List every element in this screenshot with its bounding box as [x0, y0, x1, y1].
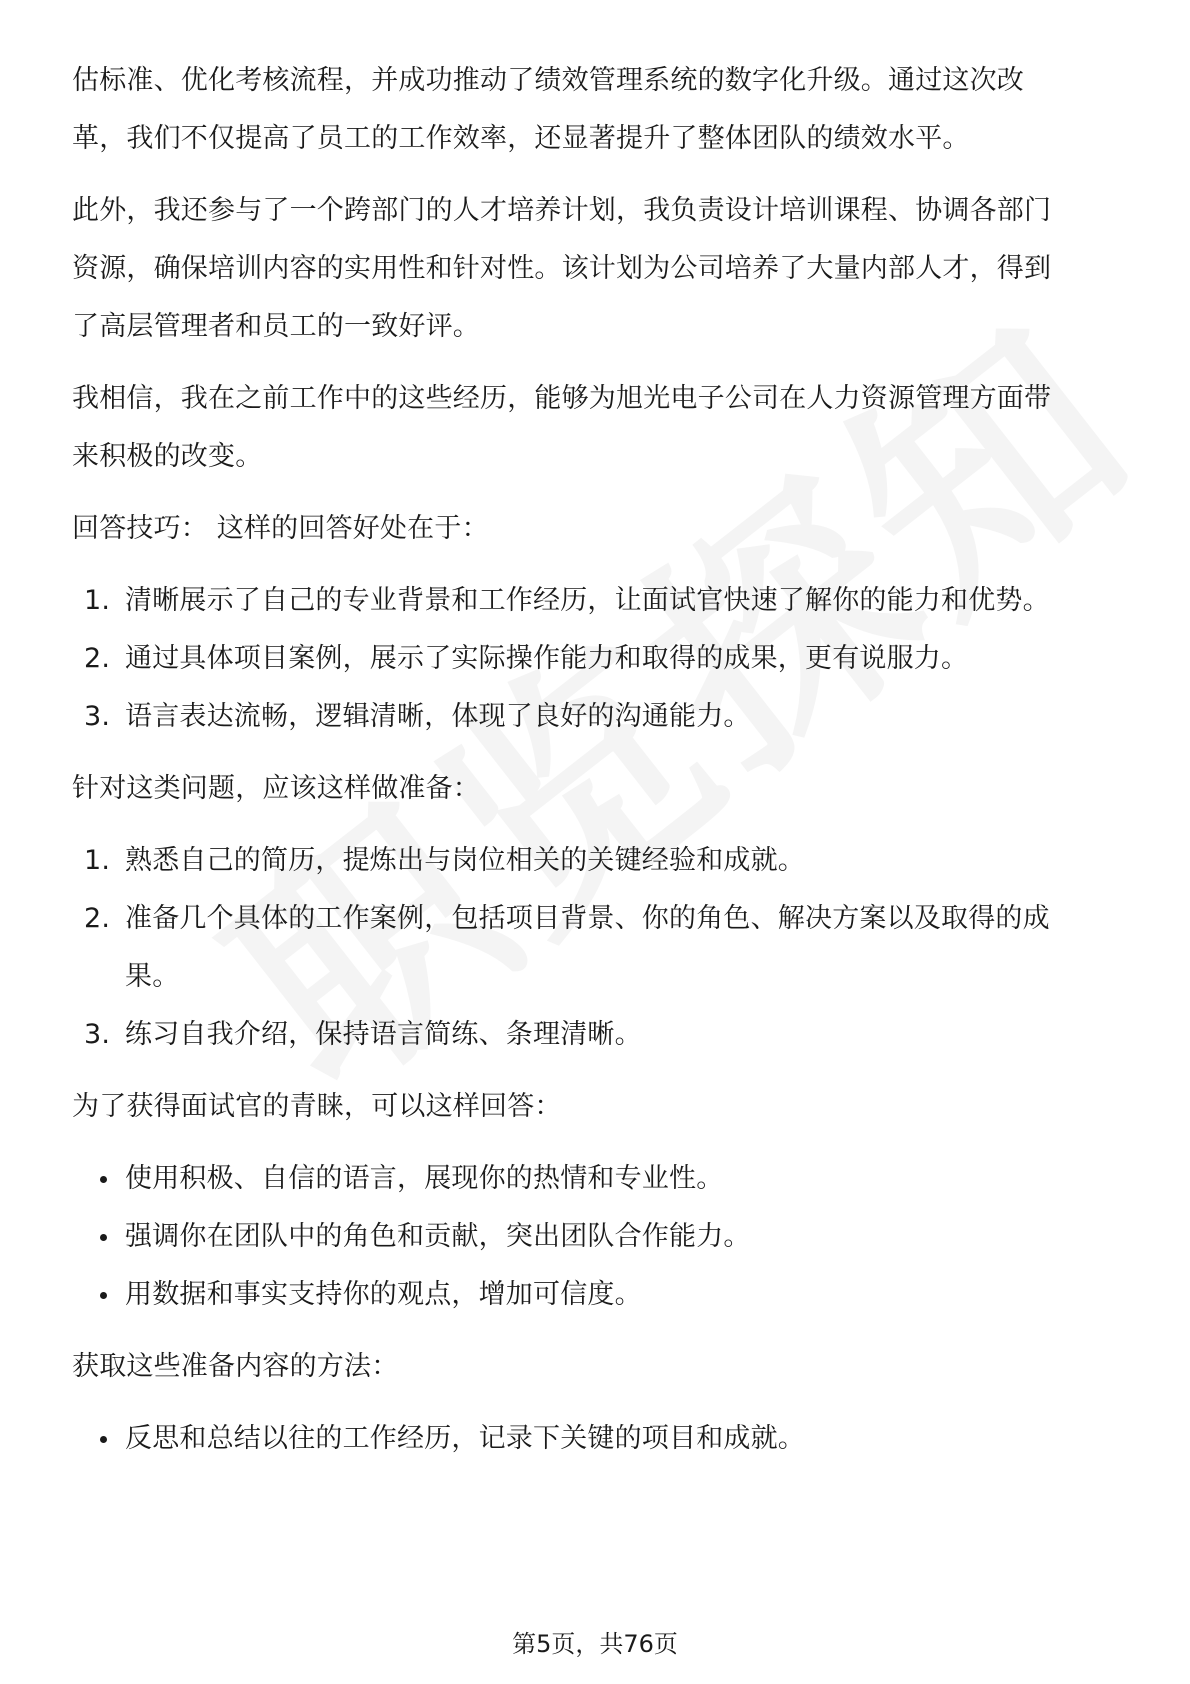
list-item-text: 练习自我介绍，保持语言简练、条理清晰。 — [125, 1019, 642, 1050]
list-item-text: 通过具体项目案例，展示了实际操作能力和取得的成果，更有说服力。 — [125, 643, 969, 674]
list-item — [72, 1006, 1122, 1064]
list-item-text: 清晰展示了自己的专业背景和工作经历，让面试官快速了解你的能力和优势。 — [125, 585, 1050, 616]
paragraph-training-plan — [72, 182, 1122, 356]
list-item — [72, 630, 1122, 688]
bullet-icon — [100, 1234, 107, 1241]
methods-heading: 获取这些准备内容的方法： — [72, 1351, 399, 1382]
bullet-icon — [100, 1436, 107, 1443]
text-line: 了高层管理者和员工的一致好评。 — [72, 311, 480, 342]
bullet-icon — [100, 1176, 107, 1183]
list-item-text: 使用积极、自信的语言，展现你的热情和专业性。 — [125, 1163, 724, 1194]
paragraph-conclusion — [72, 370, 1122, 486]
text-line: 估标准、优化考核流程，并成功推动了绩效管理系统的数字化升级。通过这次改 — [72, 65, 1024, 96]
page-number: 第5页，共76页 — [512, 1630, 678, 1658]
text-line: 我相信，我在之前工作中的这些经历，能够为旭光电子公司在人力资源管理方面带 — [72, 383, 1052, 414]
bullet-icon — [100, 1292, 107, 1299]
text-line: 来积极的改变。 — [72, 441, 263, 472]
list-item — [72, 1150, 1122, 1208]
paragraph-performance — [72, 52, 1122, 168]
list-item-text: 强调你在团队中的角色和贡献，突出团队合作能力。 — [125, 1221, 751, 1252]
list-item-text: 反思和总结以往的工作经历，记录下关键的项目和成就。 — [125, 1423, 805, 1454]
list-item-text: 熟悉自己的简历，提炼出与岗位相关的关键经验和成就。 — [125, 845, 805, 876]
document-body — [72, 52, 1122, 1468]
list-item-text: 语言表达流畅，逻辑清晰，体现了良好的沟通能力。 — [125, 701, 751, 732]
list-number: 1. — [84, 845, 111, 876]
list-item — [72, 1266, 1122, 1324]
impress-heading: 为了获得面试官的青睐，可以这样回答： — [72, 1091, 562, 1122]
list-item — [72, 572, 1122, 630]
list-item-text: 果。 — [125, 961, 180, 992]
tips-list — [72, 572, 1122, 746]
list-number: 1. — [84, 585, 111, 616]
list-item — [72, 1410, 1122, 1468]
list-number: 3. — [84, 701, 111, 732]
prep-heading: 针对这类问题，应该这样做准备： — [72, 773, 480, 804]
list-item-text: 准备几个具体的工作案例，包括项目背景、你的角色、解决方案以及取得的成 — [125, 903, 1050, 934]
list-number: 3. — [84, 1019, 111, 1050]
text-line: 革，我们不仅提高了员工的工作效率，还显著提升了整体团队的绩效水平。 — [72, 123, 970, 154]
list-item — [72, 1208, 1122, 1266]
text-line: 资源，确保培训内容的实用性和针对性。该计划为公司培养了大量内部人才，得到 — [72, 253, 1052, 284]
list-number: 2. — [84, 643, 111, 674]
text-line: 此外，我还参与了一个跨部门的人才培养计划，我负责设计培训课程、协调各部门 — [72, 195, 1052, 226]
list-item — [72, 832, 1122, 890]
impress-list — [72, 1150, 1122, 1324]
list-item-text: 用数据和事实支持你的观点，增加可信度。 — [125, 1279, 642, 1310]
methods-list — [72, 1410, 1122, 1468]
tips-heading: 回答技巧： 这样的回答好处在于： — [72, 513, 489, 544]
list-number: 2. — [84, 903, 111, 934]
prep-list — [72, 832, 1122, 1064]
list-item — [72, 890, 1122, 1006]
list-item — [72, 688, 1122, 746]
